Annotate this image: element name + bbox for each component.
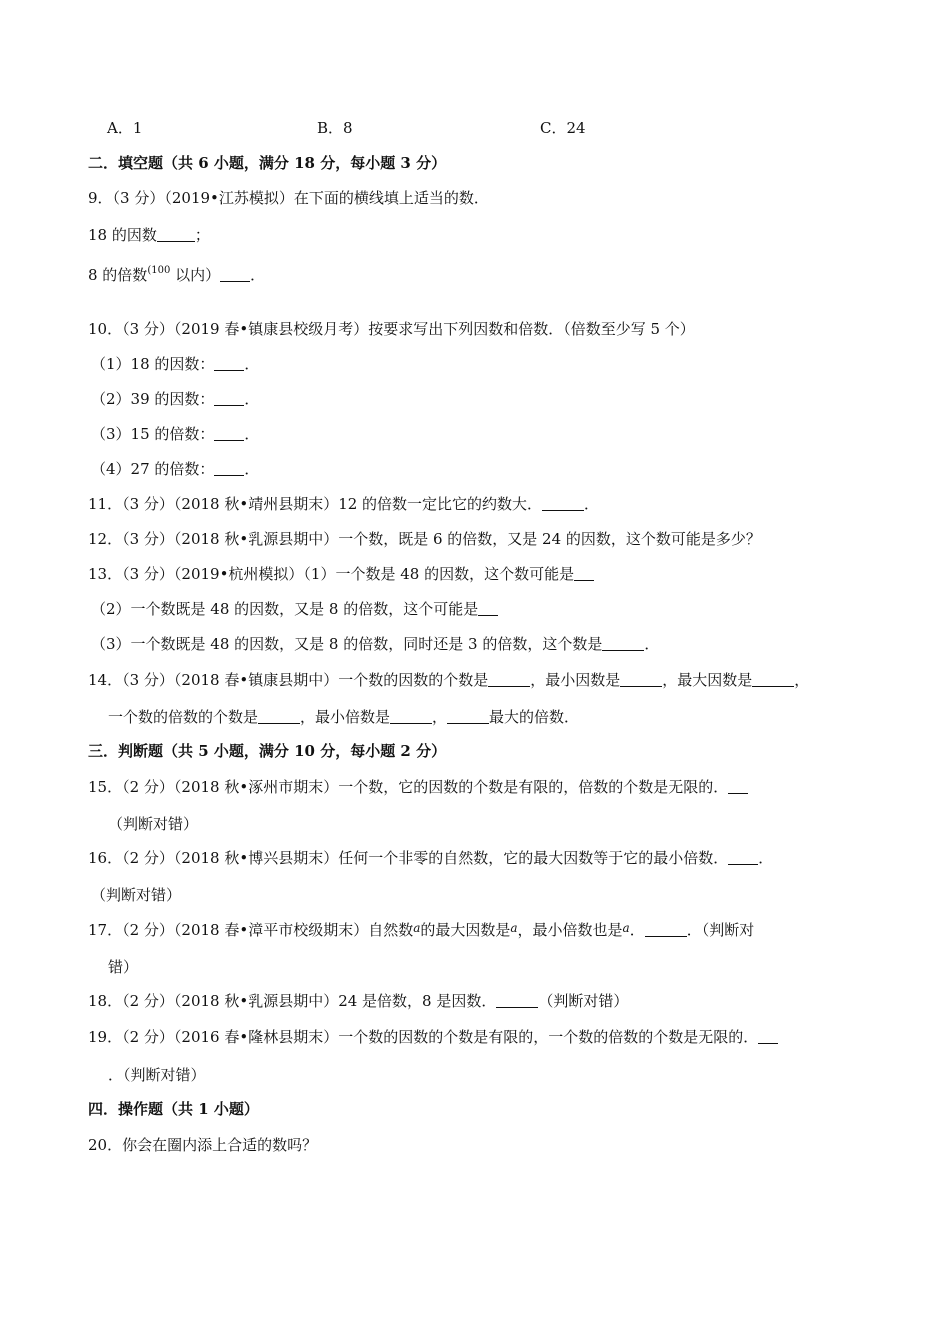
q14-line-1 — [88, 670, 809, 690]
q14-s3: ，最大因数是 — [662, 671, 753, 689]
q18-stem: 18．（2 分）（2018 秋•乳源县期中）24 是倍数，8 是因数． — [88, 992, 497, 1010]
q14-s1: 14．（3 分）（2018 春•镇康县期中）一个数的因数的个数是 — [88, 671, 489, 689]
q13-p3-end: ． — [644, 635, 660, 653]
q11-end: ． — [584, 495, 600, 513]
q11-stem: 11．（3 分）（2018 秋•靖州县期末）12 的倍数一定比它的约数大． — [88, 495, 543, 513]
q19-blank[interactable] — [758, 1029, 778, 1044]
q16-stem: 16．（2 分）（2018 秋•博兴县期末）任何一个非零的自然数，它的最大因数等于它的最小倍数． — [88, 849, 729, 867]
q15-stem: 15．（2 分）（2018 秋•涿州市期末）一个数，它的因数的个数是有限的，倍数的个数是无限的． — [88, 778, 729, 796]
q9-a-end: ； — [194, 226, 210, 244]
q9-a-blank[interactable] — [157, 227, 195, 242]
q13-part-1 — [88, 564, 594, 584]
q16-blank[interactable] — [728, 850, 758, 865]
q10-part-2 — [91, 389, 259, 409]
q17-blank[interactable] — [645, 922, 687, 937]
q9-stem: 9．（3 分）（2019•江苏模拟）在下面的横线填上适当的数． — [88, 189, 489, 207]
q10-p3-end: ． — [244, 425, 260, 443]
q13-p1-blank[interactable] — [574, 566, 594, 581]
q9-part-b — [88, 265, 265, 288]
q13-p2-text: （2）一个数既是 48 的因数，又是 8 的倍数，这个可能是 — [91, 600, 479, 618]
q14-t4: 最大的倍数． — [489, 708, 580, 726]
q15-line-1 — [88, 777, 748, 797]
q10-part-1 — [91, 354, 259, 374]
q12-stem: 12．（3 分）（2018 秋•乳源县期中）一个数，既是 6 的倍数，又是 24 的因数，这个数可能是多少？ — [88, 530, 761, 548]
option-c: C．24 — [540, 119, 586, 137]
q10-p2-text: （2）39 的因数： — [91, 390, 215, 408]
q10-p2-blank[interactable] — [214, 391, 244, 406]
q18-blank[interactable] — [496, 993, 538, 1008]
q19-stem: 19．（2 分）（2016 春•隆林县期末）一个数的因数的个数是有限的，一个数的倍数的个数是无限的． — [88, 1028, 759, 1046]
q17-s3: ，最小倍数也是 — [517, 921, 623, 939]
q14-t1: 一个数的倍数的个数是 — [108, 708, 259, 726]
q14-t2: ，最小倍数是 — [300, 708, 391, 726]
q9-b-sup: (100 — [147, 265, 171, 276]
q14-blank-6[interactable] — [447, 709, 489, 724]
q9-b-blank[interactable] — [220, 267, 250, 282]
q14-blank-1[interactable] — [488, 672, 530, 687]
q10-p3-text: （3）15 的倍数： — [91, 425, 215, 443]
q17-s5: ．（判断对 — [686, 921, 755, 939]
q17-line-1 — [88, 920, 754, 941]
q17-var-2: a — [510, 921, 518, 935]
q18 — [88, 991, 628, 1011]
q14-blank-2[interactable] — [620, 672, 662, 687]
q10-p1-text: （1）18 的因数： — [91, 355, 215, 373]
q14-line-2 — [108, 707, 579, 727]
q15-blank[interactable] — [728, 779, 748, 794]
q10-p2-end: ． — [244, 390, 260, 408]
q14-blank-5[interactable] — [390, 709, 432, 724]
q13-stem: 13．（3 分）（2019•杭州模拟）（1）一个数是 48 的因数，这个数可能是 — [88, 565, 575, 583]
q13-p2-blank[interactable] — [478, 601, 498, 616]
q13-part-3 — [91, 634, 659, 654]
section-judge-heading: 三．判断题（共 5 小题，满分 10 分，每小题 2 分） — [88, 742, 447, 760]
q16-end: ． — [758, 849, 774, 867]
option-a: A．1 — [107, 119, 143, 137]
q17-var-1: a — [413, 921, 421, 935]
q10-p1-end: ． — [244, 355, 260, 373]
q13-p3-text: （3）一个数既是 48 的因数，又是 8 的倍数，同时还是 3 的倍数，这个数是 — [91, 635, 603, 653]
q10-p4-text: （4）27 的倍数： — [91, 460, 215, 478]
q15-cont: （判断对错） — [108, 815, 199, 833]
q18-end: （判断对错） — [538, 992, 629, 1010]
q13-p3-blank[interactable] — [602, 636, 644, 651]
q10-part-3 — [91, 424, 259, 444]
q20-stem: 20．你会在圈内添上合适的数吗？ — [88, 1136, 318, 1154]
section-fill-in-heading: 二．填空题（共 6 小题，满分 18 分，每小题 3 分） — [88, 154, 447, 172]
q10-part-4 — [91, 459, 259, 479]
q9-a-text: 18 的因数 — [88, 226, 157, 244]
q16-cont: （判断对错） — [91, 886, 182, 904]
q9-b-mid: 以内） — [175, 266, 221, 284]
q16-line-1 — [88, 848, 773, 868]
q17-s4: ． — [629, 921, 645, 939]
q9-b-end: ． — [250, 266, 266, 284]
q17-cont: 错） — [108, 958, 139, 976]
q13-part-2 — [91, 599, 498, 619]
q14-t3: ， — [432, 708, 448, 726]
q17-s1: 17．（2 分）（2018 春•漳平市校级期末）自然数 — [88, 921, 414, 939]
q11-blank[interactable] — [542, 496, 584, 511]
q10-p3-blank[interactable] — [214, 426, 244, 441]
q14-blank-4[interactable] — [258, 709, 300, 724]
q17-s2: 的最大因数是 — [420, 921, 511, 939]
q14-s4: ， — [794, 671, 810, 689]
q19-line-1 — [88, 1027, 778, 1047]
q17-var-3: a — [622, 921, 630, 935]
q10-stem: 10．（3 分）（2019 春•镇康县校级月考）按要求写出下列因数和倍数．（倍数至少写 5 个） — [88, 320, 695, 338]
q10-p4-end: ． — [244, 460, 260, 478]
q11 — [88, 494, 599, 514]
q9-b-text: 8 的倍数 — [88, 266, 148, 284]
q10-p4-blank[interactable] — [214, 461, 244, 476]
q10-p1-blank[interactable] — [214, 356, 244, 371]
q9-part-a — [88, 225, 210, 245]
q14-blank-3[interactable] — [752, 672, 794, 687]
option-b: B．8 — [317, 119, 353, 137]
q19-cont: ．（判断对错） — [108, 1066, 206, 1084]
q14-s2: ，最小因数是 — [530, 671, 621, 689]
section-operation-heading: 四．操作题（共 1 小题） — [88, 1100, 259, 1118]
